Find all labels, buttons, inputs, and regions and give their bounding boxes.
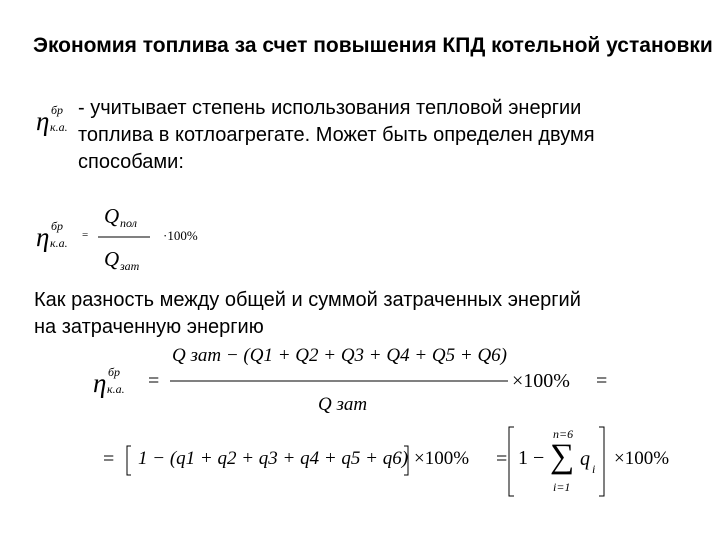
- summand-q: q: [580, 448, 590, 470]
- times-100-percent: ×100%: [512, 370, 570, 392]
- slide-title: Экономия топлива за счет повышения КПД котельной установки: [33, 34, 713, 57]
- intro-line-3: способами:: [78, 151, 184, 173]
- sum-lower-limit: i=1: [553, 480, 571, 494]
- left-bracket-sum: [509, 427, 514, 496]
- times-100-percent-end: ×100%: [614, 448, 670, 469]
- one-minus: 1 −: [518, 447, 545, 469]
- trailing-equals: =: [596, 370, 608, 392]
- right-bracket-sum: [599, 427, 604, 496]
- equals-sign: =: [82, 229, 89, 241]
- left-square-bracket: [127, 446, 131, 475]
- equals-sign: =: [496, 448, 508, 470]
- eta-superscript: бр: [51, 103, 64, 117]
- numerator-expression: Q зат − (Q1 + Q2 + Q3 + Q4 + Q5 + Q6): [172, 345, 508, 366]
- method-2-line-2: на затраченную энергию: [34, 316, 264, 338]
- eta-subscript: к.а.: [50, 236, 68, 250]
- multiplier-100: ·100%: [163, 228, 198, 243]
- intro-line-2: топлива в котлоагрегате. Может быть определен двумя: [78, 124, 595, 146]
- summand-subscript: i: [592, 462, 596, 476]
- eta-superscript: бр: [51, 219, 64, 233]
- eta-superscript: бр: [108, 365, 121, 379]
- sum-upper-limit: n=6: [553, 427, 574, 441]
- denominator-q: Q: [104, 247, 120, 271]
- equals-sign: =: [148, 370, 160, 392]
- method-2-line-1: Как разность между общей и суммой затраченных энергий: [34, 289, 581, 311]
- bracket-expression: 1 − (q1 + q2 + q3 + q4 + q5 + q6): [138, 448, 409, 469]
- eta-letter: η: [36, 106, 50, 136]
- right-square-bracket: [404, 446, 408, 475]
- denominator-expression: Q зат: [318, 394, 368, 415]
- denominator-sub: зат: [120, 259, 140, 273]
- leading-equals: =: [103, 448, 115, 470]
- times-100-percent: ×100%: [414, 448, 470, 469]
- numerator-q: Q: [104, 204, 120, 228]
- eta-letter: η: [36, 222, 50, 252]
- numerator-sub: пол: [120, 216, 137, 230]
- intro-line-1: - учитывает степень использования тепловой энергии: [78, 97, 582, 119]
- eta-subscript: к.а.: [50, 120, 68, 134]
- eta-subscript: к.а.: [107, 382, 125, 396]
- sum-sign: ∑: [550, 438, 575, 475]
- eta-letter: η: [93, 368, 107, 398]
